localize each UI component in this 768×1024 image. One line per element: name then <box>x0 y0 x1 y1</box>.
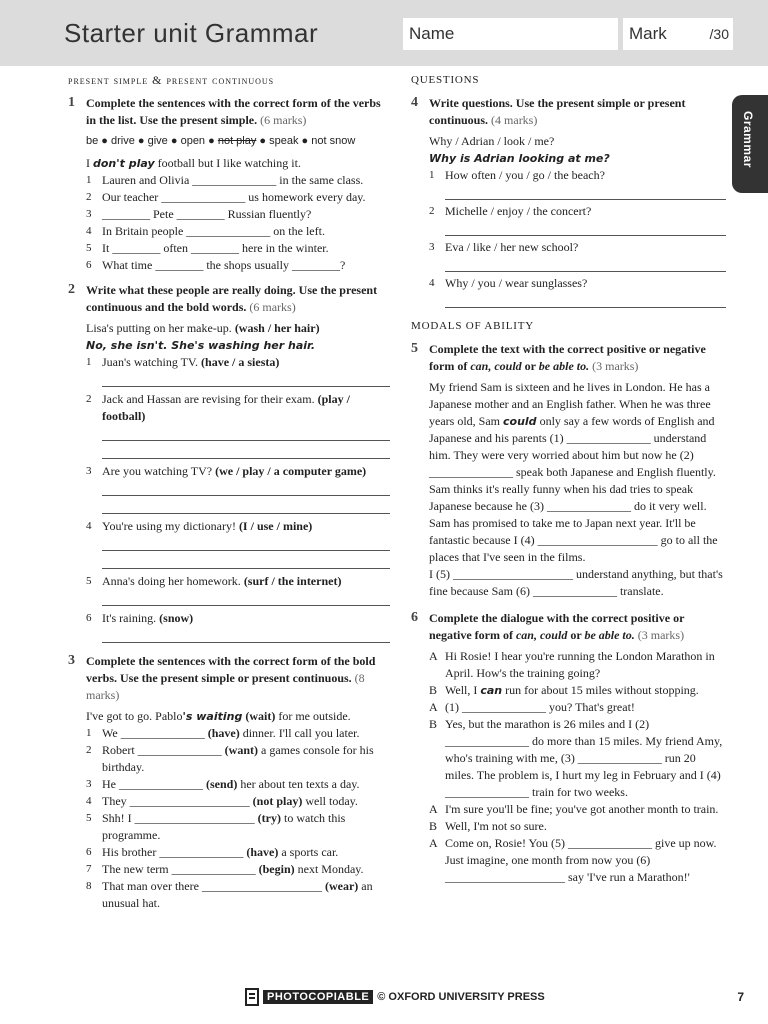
task-number: 6 <box>411 610 418 625</box>
item-text: His brother ______________ <box>102 845 247 859</box>
item-number: 6 <box>86 259 92 271</box>
paragraph-text: My friend Sam is sixteen and he lives in London. He has a Japanese mother and an English father. When he was three years old, Sam <box>429 380 711 428</box>
task-number: 1 <box>68 95 75 110</box>
page-header <box>0 0 768 66</box>
bold-cue: (not play) <box>252 794 303 808</box>
question-item <box>86 573 390 590</box>
bold-cue: (want) <box>224 743 258 757</box>
answer-line[interactable] <box>102 554 390 569</box>
task-4 <box>411 95 726 129</box>
line-text: Hi Rosie! I hear you're running the London Marathon in April. How's the training going? <box>445 649 715 680</box>
item-number: 1 <box>86 727 92 739</box>
question-item <box>429 275 726 292</box>
item-number: 4 <box>86 225 92 237</box>
question-item <box>429 203 726 220</box>
item-number: 1 <box>86 174 92 186</box>
speaker: B <box>429 683 438 697</box>
item-text: You're using my dictionary! <box>102 519 236 533</box>
publisher: © OXFORD UNIVERSITY PRESS <box>377 991 545 1003</box>
task-marks: (6 marks) <box>249 300 296 314</box>
answer-line[interactable] <box>102 628 390 643</box>
question-item <box>86 391 390 425</box>
item-text: Lauren and Olivia ______________ in the same class. <box>102 173 364 187</box>
speaker: B <box>429 819 438 833</box>
example-text: I <box>86 156 93 170</box>
item-text: Are you watching TV? <box>102 464 213 478</box>
task-number: 3 <box>68 653 75 668</box>
dialogue-line[interactable] <box>429 818 726 835</box>
item-text: He ______________ <box>102 777 206 791</box>
instruction-text: Complete the text with the correct positive or negative form of <box>429 342 706 373</box>
dialogue <box>411 648 726 886</box>
item-number: 4 <box>86 795 92 807</box>
item-number: 2 <box>86 744 92 756</box>
example-sentence <box>68 708 390 725</box>
bold-cue: (snow) <box>159 611 194 625</box>
mark-total: /30 <box>709 26 729 42</box>
line-text: run for about 15 miles without stopping. <box>502 683 699 697</box>
question-item[interactable] <box>86 223 390 240</box>
answer-line[interactable] <box>102 536 390 551</box>
bold-cue: (play / football) <box>102 392 350 423</box>
question-item[interactable] <box>86 172 390 189</box>
bold-cue: (send) <box>206 777 238 791</box>
left-column <box>68 72 390 912</box>
item-text: They ____________________ <box>102 794 253 808</box>
bold-cue: (try) <box>257 811 281 825</box>
speaker: A <box>429 649 438 663</box>
item-text: Why / you / wear sunglasses? <box>445 276 588 290</box>
photocopy-icon <box>245 988 259 1006</box>
item-number: 5 <box>86 575 92 587</box>
verb: give <box>147 135 168 147</box>
answer-line[interactable] <box>102 499 390 514</box>
task-instruction <box>429 342 706 373</box>
line-text: I'm sure you'll be fine; you've got another month to train. <box>445 802 719 816</box>
footer-credit <box>245 988 545 1006</box>
item-text: We ______________ <box>102 726 208 740</box>
verb-crossed-out: not play <box>217 135 257 147</box>
question-item[interactable] <box>86 742 390 776</box>
gap-fill-text[interactable] <box>411 379 726 600</box>
answer-line[interactable] <box>445 257 726 272</box>
instruction-italic: be able to. <box>584 628 635 642</box>
dialogue-line[interactable] <box>429 648 726 682</box>
answer-line[interactable] <box>445 293 726 308</box>
handwritten-answer: No, she isn't. She's washing her hair. <box>86 339 316 352</box>
task-instruction: Write questions. Use the present simple or present continuous. <box>429 96 686 127</box>
task-number: 4 <box>411 95 418 110</box>
page-title: Starter unit Grammar <box>64 18 319 48</box>
dialogue-line[interactable] <box>429 835 726 886</box>
verb: drive <box>111 135 135 147</box>
instruction-italic: be able to. <box>538 359 590 373</box>
speaker: A <box>429 700 438 714</box>
item-text: Shh! I ____________________ <box>102 811 258 825</box>
item-text: well today. <box>302 794 358 808</box>
section-heading-modals: MODALS OF ABILITY <box>411 320 534 332</box>
item-number: 3 <box>86 208 92 220</box>
item-text: It's raining. <box>102 611 157 625</box>
item-text: What time ________ the shops usually ________? <box>102 258 346 272</box>
handwritten-answer: 's waiting <box>182 710 243 723</box>
verb-list: be ● drive ● give ● open ● not play ● speak ● not snow <box>86 135 356 147</box>
example-text: football but I like watching it. <box>154 156 301 170</box>
question-item <box>429 239 726 256</box>
verb: be <box>86 135 99 147</box>
mark-field[interactable] <box>623 18 733 50</box>
speaker: A <box>429 802 438 816</box>
instruction-text: Complete the dialogue with the correct positive or negative form of <box>429 611 685 642</box>
question-item[interactable] <box>86 793 390 810</box>
verb: not snow <box>311 135 356 147</box>
task-4-items <box>411 167 726 308</box>
question-item[interactable] <box>86 861 390 878</box>
item-number: 3 <box>429 241 435 253</box>
question-item[interactable] <box>86 844 390 861</box>
speaker: A <box>429 836 438 850</box>
answer-line[interactable] <box>445 185 726 200</box>
bold-cue: (wait) <box>245 709 276 723</box>
dialogue-line[interactable] <box>429 699 726 716</box>
item-number: 3 <box>86 465 92 477</box>
task-marks: (3 marks) <box>637 628 685 642</box>
example-text: Lisa's putting on her make-up. <box>86 321 232 335</box>
speaker: B <box>429 717 438 731</box>
item-number: 6 <box>86 846 92 858</box>
item-number: 4 <box>86 520 92 532</box>
page-footer <box>0 984 768 1012</box>
item-text: next Monday. <box>294 862 364 876</box>
item-text: Jack and Hassan are revising for their exam. <box>102 392 315 406</box>
bold-cue: (have) <box>246 845 279 859</box>
name-label: Name <box>409 24 455 43</box>
verb: speak <box>269 135 299 147</box>
task-3 <box>68 653 390 704</box>
item-text: her about ten texts a day. <box>237 777 360 791</box>
item-text: In Britain people ______________ on the left. <box>102 224 325 238</box>
task-1-items <box>68 172 390 274</box>
question-item <box>429 167 726 184</box>
bold-cue: (have) <box>207 726 240 740</box>
task-2-items <box>68 354 390 643</box>
item-text: Our teacher ______________ us homework every day. <box>102 190 366 204</box>
answer-line[interactable] <box>102 481 390 496</box>
handwritten-answer: can <box>480 684 503 697</box>
question-item[interactable] <box>86 878 390 912</box>
question-item <box>86 463 390 480</box>
item-text: Anna's doing her homework. <box>102 574 241 588</box>
question-item[interactable] <box>86 776 390 793</box>
instruction-italic: can, could <box>470 359 522 373</box>
verb: open <box>180 135 206 147</box>
answer-line[interactable] <box>102 426 390 441</box>
item-number: 5 <box>86 812 92 824</box>
item-text: a games console for his birthday. <box>102 743 374 774</box>
example-sentence <box>68 320 390 337</box>
answer-line[interactable] <box>445 221 726 236</box>
item-number: 2 <box>86 393 92 405</box>
mark-label: Mark <box>629 24 667 43</box>
task-instruction: Complete the sentences with the correct form of the verbs in the list. Use the present simple. <box>86 96 381 127</box>
photocopiable-badge: PHOTOCOPIABLE <box>263 990 373 1004</box>
bold-cue: (we / play / a computer game) <box>215 464 367 478</box>
dialogue-line[interactable] <box>429 801 726 818</box>
instruction-italic: can, could <box>515 628 568 642</box>
task-instruction: Write what these people are really doing. Use the present continuous and the bold words. <box>86 283 378 314</box>
side-tab-label: Grammar <box>741 111 755 168</box>
example-text: for me outside. <box>275 709 351 723</box>
item-text: to watch this programme. <box>102 811 346 842</box>
answer-line[interactable] <box>102 372 390 387</box>
question-item <box>86 610 390 627</box>
item-text: The new term ______________ <box>102 862 259 876</box>
bold-cue: (begin) <box>258 862 295 876</box>
instruction-text: or <box>567 628 585 642</box>
dialogue-line[interactable] <box>429 716 726 801</box>
bold-cue: (surf / the internet) <box>243 574 342 588</box>
task-2 <box>68 282 390 316</box>
answer-line[interactable] <box>102 591 390 606</box>
item-text: That man over there ____________________ <box>102 879 325 893</box>
instruction-text: or <box>521 359 539 373</box>
grammar-side-tab <box>732 95 768 193</box>
item-text: a sports car. <box>278 845 339 859</box>
question-item[interactable] <box>86 189 390 206</box>
line-text: Well, I <box>445 683 481 697</box>
item-number: 3 <box>86 778 92 790</box>
task-6 <box>411 610 726 644</box>
item-number: 5 <box>86 242 92 254</box>
item-number: 6 <box>86 612 92 624</box>
line-text: Well, I'm not so sure. <box>445 819 547 833</box>
task-marks: (8 marks) <box>86 671 365 702</box>
item-number: 4 <box>429 277 435 289</box>
page-number: 7 <box>737 990 744 1004</box>
line-text: (1) ______________ you? That's great! <box>445 700 635 714</box>
item-text: ________ Pete ________ Russian fluently? <box>102 207 312 221</box>
question-item <box>86 354 390 371</box>
item-number: 1 <box>429 169 435 181</box>
question-item[interactable] <box>86 725 390 742</box>
example-text: I've got to go. Pablo <box>86 709 183 723</box>
item-number: 8 <box>86 880 92 892</box>
paragraph-text: only say a few words of English and Japanese and his parents (1) ______________ understand him. They were very worried about him but now he (2) ______________ speak both Japanese and English fluently. Sam thinks it's really funny when his dad tries to speak Japanese because he (3) ______________ do it very well. Sam has promised to take me to Japan next year. It'll be fantastic because I (4) ____________________ go to all the places that I've seen in the films. <box>429 414 718 564</box>
bold-cue: (wash / her hair) <box>234 321 320 335</box>
item-text: Juan's watching TV. <box>102 355 199 369</box>
task-1 <box>68 95 390 129</box>
task-marks: (3 marks) <box>592 359 639 373</box>
handwritten-answer: don't play <box>93 157 155 170</box>
task-number: 5 <box>411 341 418 356</box>
item-text: How often / you / go / the beach? <box>445 168 605 182</box>
item-text: dinner. I'll call you later. <box>239 726 360 740</box>
item-number: 7 <box>86 863 92 875</box>
example-sentence <box>68 155 390 172</box>
dialogue-line[interactable] <box>429 682 726 699</box>
item-number: 1 <box>86 356 92 368</box>
question-item <box>86 518 390 535</box>
item-number: 2 <box>429 205 435 217</box>
task-number: 2 <box>68 282 75 297</box>
question-item[interactable] <box>86 240 390 257</box>
question-item[interactable] <box>86 810 390 844</box>
handwritten-answer: could <box>503 415 537 428</box>
bold-cue: (have / a siesta) <box>201 355 280 369</box>
answer-line[interactable] <box>102 444 390 459</box>
name-field[interactable] <box>403 18 618 50</box>
task-marks: (4 marks) <box>491 113 538 127</box>
handwritten-answer: Why is Adrian looking at me? <box>429 152 610 165</box>
bold-cue: (I / use / mine) <box>238 519 313 533</box>
item-number: 2 <box>86 191 92 203</box>
section-heading-questions: QUESTIONS <box>411 74 480 86</box>
task-instruction: Complete the sentences with the correct form of the bold verbs. Use the present simple or present continuous. <box>86 654 376 685</box>
item-text: Michelle / enjoy / the concert? <box>445 204 592 218</box>
line-text: Yes, but the marathon is 26 miles and I (2) ______________ do more than 15 miles. My friend Amy, who's training with me, (3) ______________ run 20 miles. The problem is, I hurt my leg in February and I (4) ______________ train for two weeks. <box>445 717 723 799</box>
item-text: It ________ often ________ here in the winter. <box>102 241 329 255</box>
task-marks: (6 marks) <box>260 113 307 127</box>
item-text: Robert ______________ <box>102 743 225 757</box>
task-3-items <box>68 725 390 912</box>
right-column <box>411 72 726 886</box>
line-text: Come on, Rosie! You (5) ______________ give up now. Just imagine, one month from now you (6) ____________________ say 'I've run a Marathon!' <box>445 836 717 884</box>
example-prompt: Why / Adrian / look / me? <box>429 134 555 148</box>
bold-cue: (wear) <box>324 879 359 893</box>
item-text: Eva / like / her new school? <box>445 240 579 254</box>
question-item[interactable] <box>86 257 390 274</box>
paragraph-text: I (5) ____________________ understand anything, but that's fine because Sam (6) ______________ translate. <box>429 567 723 598</box>
question-item[interactable] <box>86 206 390 223</box>
task-5 <box>411 341 726 375</box>
section-heading-present: present simple & present continuous <box>68 73 275 87</box>
item-text: an unusual hat. <box>102 879 373 910</box>
